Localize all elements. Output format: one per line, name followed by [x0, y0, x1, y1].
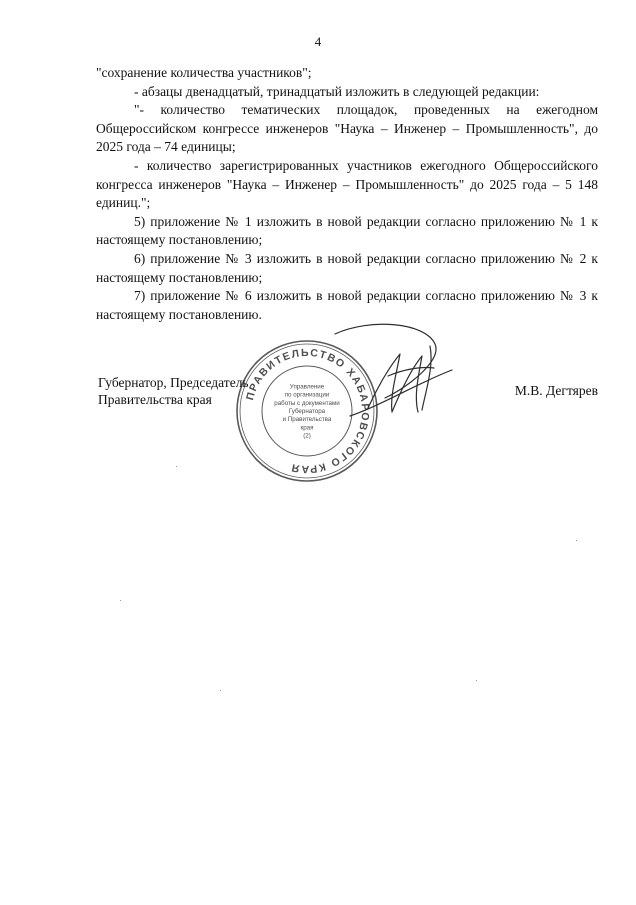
seal-center-line: Губернатора	[288, 408, 326, 415]
handwritten-signature	[330, 316, 460, 426]
seal-center-line: работы с документами	[274, 399, 340, 407]
seal-center-line: и Правительства	[282, 416, 332, 424]
seal-center-line: Управление	[289, 383, 325, 391]
body-text	[96, 64, 598, 324]
seal-ring-text: ПРАВИТЕЛЬСТВО ХАБАРОВСКОГО КРАЯ	[244, 346, 372, 476]
page-number: 4	[314, 34, 322, 49]
seal-center-line: края	[300, 424, 314, 432]
scan-speck	[176, 466, 177, 467]
position-line-1: Губернатор, Председатель	[98, 375, 249, 390]
seal-center-line: (2)	[303, 432, 311, 440]
signatory-position	[98, 374, 249, 408]
paragraph: "- количество тематических площадок, проведенных на ежегодном Общероссийском конгрессе инженеров "Наука – Инженер – Промышленность", до 2025 года – 74 единицы;	[96, 102, 598, 155]
paragraph: "сохранение количества участников";	[96, 65, 312, 80]
paragraph: 6) приложение № 3 изложить в новой редакции согласно приложению № 2 к настоящему постановлению;	[96, 250, 598, 285]
seal-center-line: по организации	[284, 391, 330, 399]
paragraph: - количество зарегистрированных участников ежегодного Общероссийского конгресса инженеров "Наука – Инженер – Промышленность" до 2025 года – 5 148 единиц.";	[96, 157, 598, 211]
scan-speck	[220, 690, 221, 691]
scan-speck	[576, 540, 577, 541]
paragraph: 5) приложение № 1 изложить в новой редакции согласно приложению № 1 к настоящему постановлению;	[96, 213, 598, 248]
paragraph: - абзацы двенадцатый, тринадцатый изложить в следующей редакции:	[134, 83, 540, 99]
signatory-name: М.В. Дегтярев	[514, 383, 598, 398]
paragraph: 7) приложение № 6 изложить в новой редакции согласно приложению № 3 к настоящему постановлению.	[96, 288, 598, 322]
scan-speck	[120, 600, 121, 601]
position-line-2: Правительства края	[98, 392, 212, 407]
scan-speck	[476, 680, 477, 681]
